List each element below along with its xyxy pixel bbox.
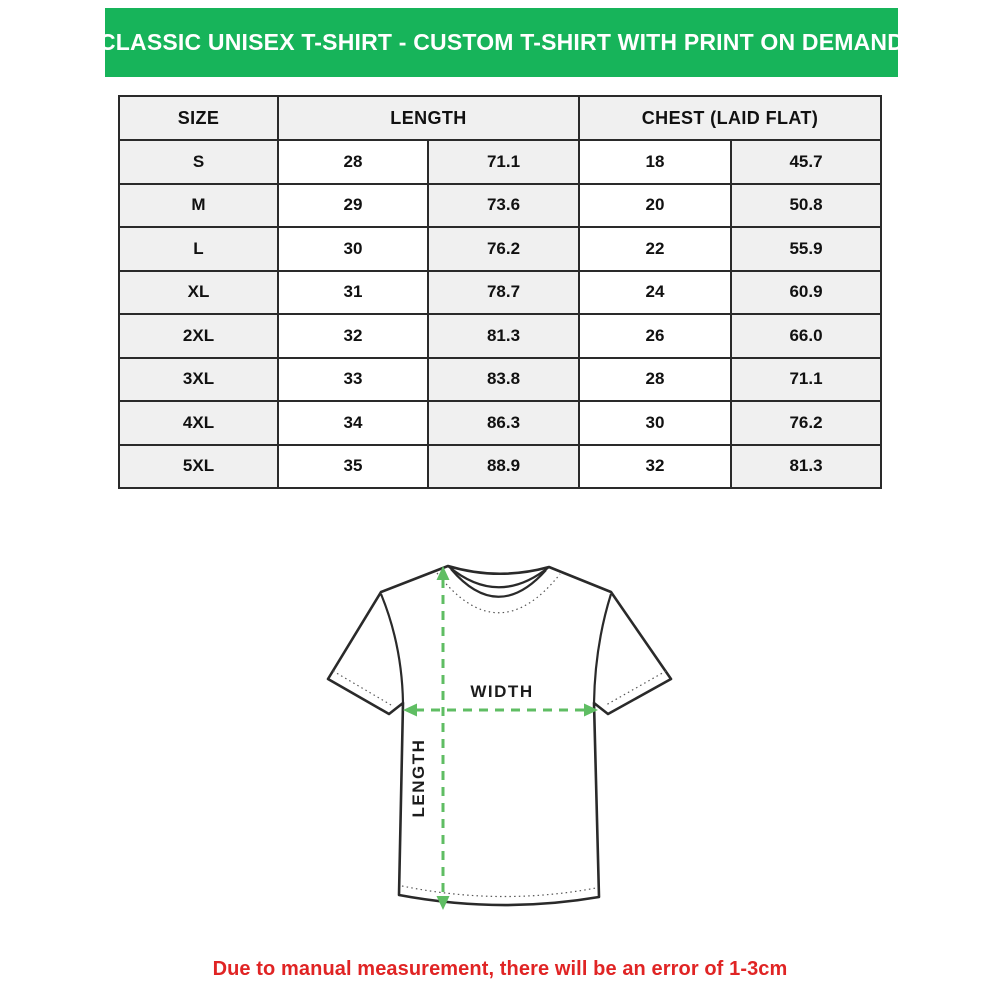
length-in-cell: 28 bbox=[278, 140, 428, 184]
length-cm-cell: 86.3 bbox=[428, 401, 579, 445]
chest-in-cell: 22 bbox=[579, 227, 731, 271]
size-cell: S bbox=[119, 140, 278, 184]
chest-in-cell: 28 bbox=[579, 358, 731, 402]
table-row bbox=[119, 227, 881, 271]
chest-cm-cell: 76.2 bbox=[731, 401, 881, 445]
table-row bbox=[119, 271, 881, 315]
length-cm-cell: 73.6 bbox=[428, 184, 579, 228]
chest-cm-cell: 60.9 bbox=[731, 271, 881, 315]
title-banner bbox=[98, 8, 905, 77]
chest-in-cell: 24 bbox=[579, 271, 731, 315]
length-cm-cell: 81.3 bbox=[428, 314, 579, 358]
table-row bbox=[119, 358, 881, 402]
table-row bbox=[119, 401, 881, 445]
header-chest: CHEST (LAID FLAT) bbox=[579, 96, 881, 140]
table-header-row bbox=[119, 96, 881, 140]
tshirt-diagram bbox=[300, 540, 700, 940]
chest-cm-cell: 66.0 bbox=[731, 314, 881, 358]
table-row bbox=[119, 140, 881, 184]
tshirt-outline bbox=[328, 566, 671, 905]
chest-cm-cell: 71.1 bbox=[731, 358, 881, 402]
table-row bbox=[119, 184, 881, 228]
size-cell: 4XL bbox=[119, 401, 278, 445]
length-in-cell: 35 bbox=[278, 445, 428, 489]
length-in-cell: 30 bbox=[278, 227, 428, 271]
length-cm-cell: 78.7 bbox=[428, 271, 579, 315]
measurement-disclaimer: Due to manual measurement, there will be an error of 1-3cm bbox=[212, 958, 788, 980]
length-cm-cell: 71.1 bbox=[428, 140, 579, 184]
chest-cm-cell: 45.7 bbox=[731, 140, 881, 184]
chest-cm-cell: 81.3 bbox=[731, 445, 881, 489]
chest-in-cell: 26 bbox=[579, 314, 731, 358]
table-row bbox=[119, 314, 881, 358]
header-size: SIZE bbox=[119, 96, 278, 140]
size-cell: 3XL bbox=[119, 358, 278, 402]
page-title: CLASSIC UNISEX T-SHIRT - CUSTOM T-SHIRT WITH PRINT ON DEMAND bbox=[98, 29, 905, 55]
size-cell: L bbox=[119, 227, 278, 271]
length-cm-cell: 83.8 bbox=[428, 358, 579, 402]
length-in-cell: 29 bbox=[278, 184, 428, 228]
chest-in-cell: 32 bbox=[579, 445, 731, 489]
size-cell: 2XL bbox=[119, 314, 278, 358]
chest-cm-cell: 50.8 bbox=[731, 184, 881, 228]
length-in-cell: 33 bbox=[278, 358, 428, 402]
chest-in-cell: 20 bbox=[579, 184, 731, 228]
chest-in-cell: 30 bbox=[579, 401, 731, 445]
length-cm-cell: 76.2 bbox=[428, 227, 579, 271]
length-label: LENGTH bbox=[409, 738, 428, 818]
length-in-cell: 31 bbox=[278, 271, 428, 315]
header-length: LENGTH bbox=[278, 96, 579, 140]
size-cell: 5XL bbox=[119, 445, 278, 489]
length-in-cell: 32 bbox=[278, 314, 428, 358]
size-table bbox=[118, 95, 882, 489]
length-in-cell: 34 bbox=[278, 401, 428, 445]
length-cm-cell: 88.9 bbox=[428, 445, 579, 489]
chest-cm-cell: 55.9 bbox=[731, 227, 881, 271]
size-cell: M bbox=[119, 184, 278, 228]
width-label: WIDTH bbox=[470, 682, 534, 701]
table-row bbox=[119, 445, 881, 489]
size-cell: XL bbox=[119, 271, 278, 315]
chest-in-cell: 18 bbox=[579, 140, 731, 184]
